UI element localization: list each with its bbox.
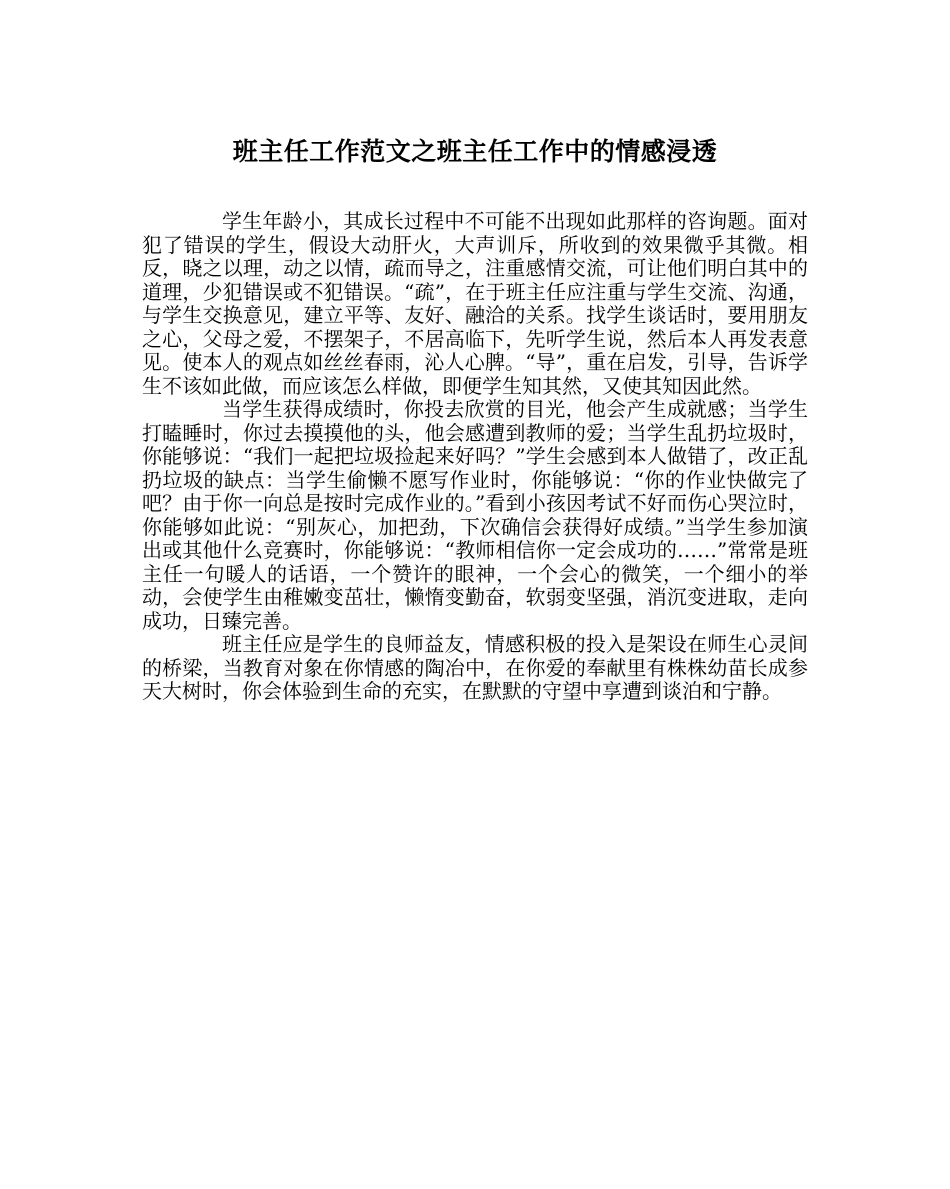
paragraph-1: 学生年龄小，其成长过程中不可能不出现如此那样的咨询题。面对犯了错误的学生，假设大动肝火，大声训斥，所收到的效果微乎其微。相反，晓之以理，动之以情，疏而导之，注重感情交流，可让他们明白其中的道理，少犯错误或不犯错误。“疏”，在于班主任应注重与学生交流、沟通，与学生交换意见，建立平等、友好、融洽的关系。找学生谈话时，要用朋友之心，父母之爱，不摆架子，不居高临下，先听学生说，然后本人再发表意见。使本人的观点如丝丝春雨，沁人心脾。“导”，重在启发，引导，告诉学生不该如此做，而应该怎么样做，即便学生知其然，又使其知因此然。 <box>142 209 808 398</box>
paragraph-3: 班主任应是学生的良师益友，情感积极的投入是架设在师生心灵间的桥梁，当教育对象在你情感的陶冶中，在你爱的奉献里有株株幼苗长成参天大树时，你会体验到生命的充实，在默默的守望中享遭到谈泊和宁静。 <box>142 632 808 703</box>
document-body <box>142 210 808 704</box>
document-title: 班主任工作范文之班主任工作中的情感浸透 <box>232 137 718 166</box>
paragraph-2: 当学生获得成绩时，你投去欣赏的目光，他会产生成就感；当学生打瞌睡时，你过去摸摸他的头，他会感遭到教师的爱；当学生乱扔垃圾时，你能够说：“我们一起把垃圾捡起来好吗？”学生会感到本人做错了，改正乱扔垃圾的缺点：当学生偷懒不愿写作业时，你能够说：“你的作业快做完了吧？由于你一向总是按时完成作业的。”看到小孩因考试不好而伤心哭泣时，你能够如此说：“别灰心，加把劲，下次确信会获得好成绩。”当学生参加演出或其他什么竞赛时，你能够说：“教师相信你一定会成功的……”常常是班主任一句暖人的话语，一个赞许的眼神，一个会心的微笑，一个细小的举动，会使学生由稚嫩变茁壮，懒惰变勤奋，软弱变坚强，消沉变进取，走向成功，日臻完善。 <box>142 397 808 633</box>
